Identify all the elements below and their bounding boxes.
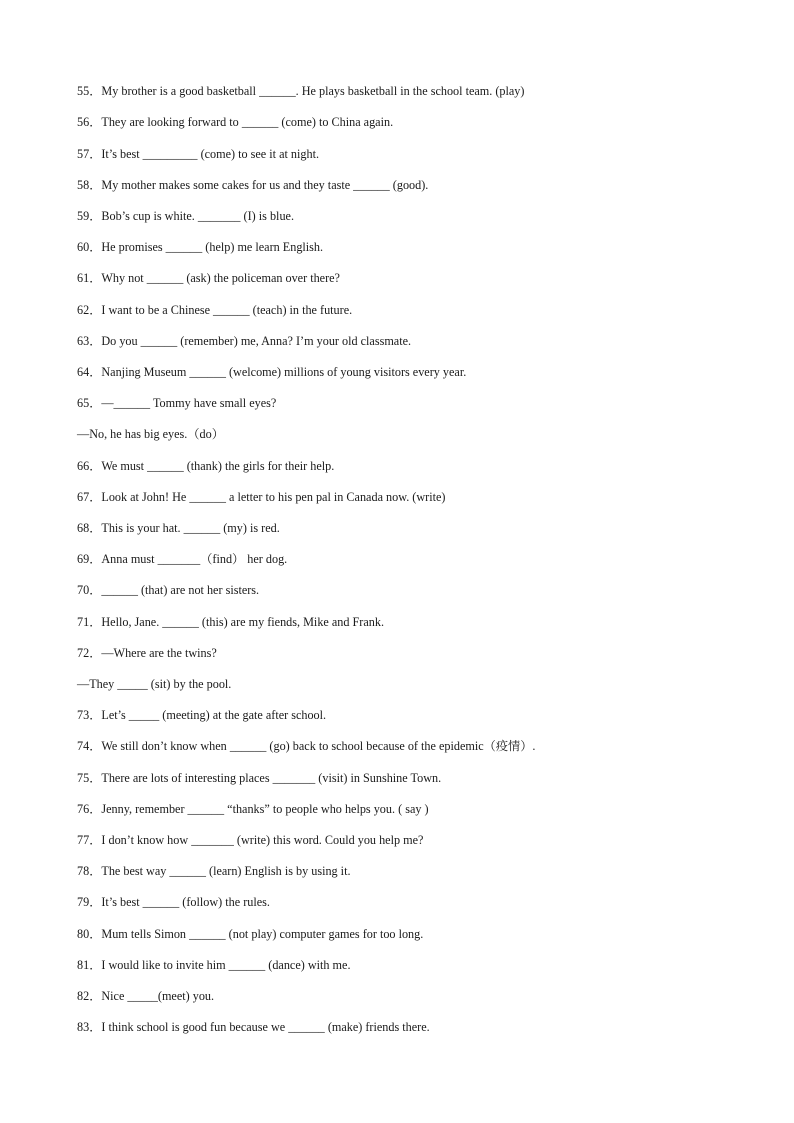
question-83: 83．I think school is good fun because we ______ (make) friends there. [77, 1020, 430, 1034]
question-69: 69．Anna must _______（find） her dog. [77, 552, 288, 566]
question-59: 59．Bob’s cup is white. _______ (I) is blue. [77, 209, 294, 223]
question-71: 71．Hello, Jane. ______ (this) are my fiends, Mike and Frank. [77, 615, 384, 629]
question-56: 56．They are looking forward to ______ (come) to China again. [77, 115, 394, 129]
question-80: 80．Mum tells Simon ______ (not play) computer games for too long. [77, 927, 424, 941]
question-60: 60．He promises ______ (help) me learn English. [77, 240, 324, 254]
question-77: 77．I don’t know how _______ (write) this word. Could you help me? [77, 833, 424, 847]
question-63: 63．Do you ______ (remember) me, Anna? I’m your old classmate. [77, 334, 412, 348]
question-68: 68．This is your hat. ______ (my) is red. [77, 521, 280, 535]
question-78: 78．The best way ______ (learn) English is by using it. [77, 864, 351, 878]
question-82: 82．Nice _____(meet) you. [77, 989, 215, 1003]
question-58: 58．My mother makes some cakes for us and they taste ______ (good). [77, 178, 429, 192]
question-73: 73．Let’s _____ (meeting) at the gate after school. [77, 708, 327, 722]
question-67: 67．Look at John! He ______ a letter to his pen pal in Canada now. (write) [77, 490, 446, 504]
question-62: 62．I want to be a Chinese ______ (teach) in the future. [77, 303, 353, 317]
question-74: 74．We still don’t know when ______ (go) back to school because of the epidemic（疫情）. [77, 739, 536, 753]
question-72: 72．—Where are the twins? [77, 646, 217, 660]
question-65: 65．—______ Tommy have small eyes? [77, 396, 277, 410]
question-76: 76．Jenny, remember ______ “thanks” to people who helps you. ( say ) [77, 802, 429, 816]
question-55: 55．My brother is a good basketball ______. He plays basketball in the school team. (play) [77, 84, 525, 98]
question-64: 64．Nanjing Museum ______ (welcome) millions of young visitors every year. [77, 365, 467, 379]
question-75: 75．There are lots of interesting places _______ (visit) in Sunshine Town. [77, 771, 442, 785]
question-81: 81．I would like to invite him ______ (dance) with me. [77, 958, 351, 972]
question-79: 79．It’s best ______ (follow) the rules. [77, 895, 270, 909]
question-61: 61．Why not ______ (ask) the policeman over there? [77, 271, 340, 285]
question-70: 70．______ (that) are not her sisters. [77, 583, 260, 597]
question-65-answer-line: —No, he has big eyes.（do） [77, 427, 224, 441]
question-72-answer-line: —They _____ (sit) by the pool. [77, 677, 232, 691]
question-66: 66．We must ______ (thank) the girls for their help. [77, 459, 335, 473]
question-57: 57．It’s best _________ (come) to see it at night. [77, 147, 320, 161]
